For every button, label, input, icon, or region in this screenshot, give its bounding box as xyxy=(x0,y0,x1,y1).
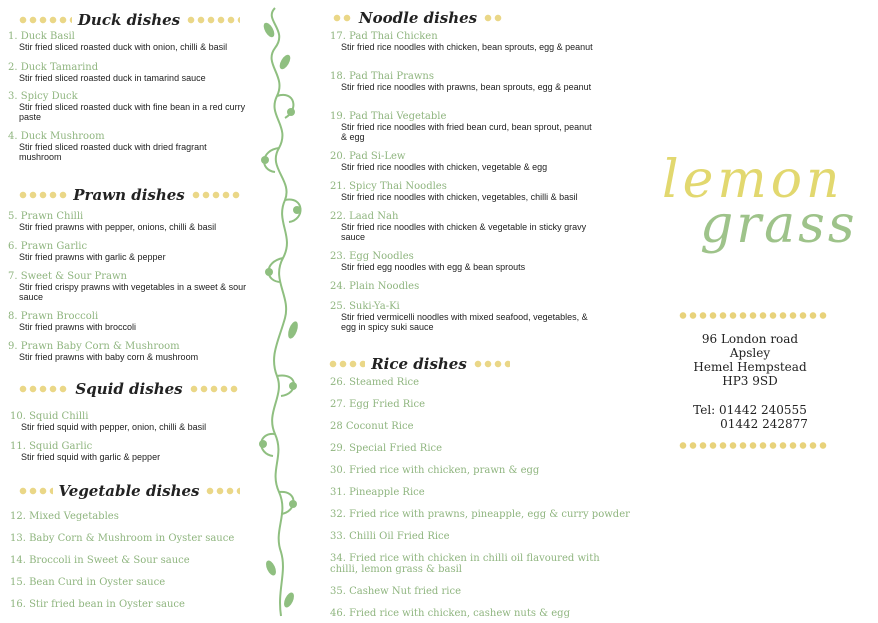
address-area: Apsley xyxy=(729,346,771,360)
item-name: 15. Bean Curd in Oyster sauce xyxy=(10,577,166,588)
menu-item xyxy=(330,281,419,292)
menu-item xyxy=(10,577,165,588)
menu-item xyxy=(330,377,419,388)
item-name: 8. Prawn Broccoli xyxy=(8,311,99,322)
flourish-decoration xyxy=(205,487,240,495)
item-description: Stir fried vermicelli noodles with mixed seafood, vegetables, & egg in spicy suki sauce xyxy=(341,312,588,332)
flourish-decoration xyxy=(678,311,828,320)
item-name: 7. Sweet & Sour Prawn xyxy=(8,271,127,282)
flourish-decoration xyxy=(332,14,353,22)
item-name: 10. Squid Chilli xyxy=(10,411,89,422)
menu-item xyxy=(330,71,600,92)
item-name: 29. Special Fried Rice xyxy=(330,443,443,454)
address-street: 96 London road xyxy=(701,332,799,346)
section-title: Squid dishes xyxy=(75,380,183,398)
menu-item xyxy=(10,511,119,522)
address-postcode: HP3 9SD xyxy=(722,374,778,388)
item-description: Stir fried prawns with broccoli xyxy=(19,322,137,332)
menu-item xyxy=(330,151,610,172)
menu-item xyxy=(330,211,600,242)
menu-item xyxy=(10,599,185,610)
item-description: Stir fried rice noodles with fried bean curd, bean sprout, peanut & egg xyxy=(341,122,592,142)
flourish-decoration xyxy=(678,441,828,450)
item-description: Stir fried rice noodles with chicken, bean sprouts, egg & peanut xyxy=(341,42,593,52)
menu-item xyxy=(8,211,216,232)
item-description: Stir fried sliced roasted duck in tamarind sauce xyxy=(19,73,206,83)
menu-item xyxy=(330,421,414,432)
menu-item xyxy=(10,411,206,432)
item-name: 3. Spicy Duck xyxy=(8,91,78,102)
item-name: 35. Cashew Nut fried rice xyxy=(330,586,461,597)
menu-item xyxy=(330,531,450,542)
item-name: 25. Suki-Ya-Ki xyxy=(330,301,400,312)
menu-item xyxy=(330,443,442,454)
menu-item xyxy=(330,251,610,272)
item-name: 32. Fried rice with prawns, pineapple, egg & curry powder xyxy=(330,509,630,520)
item-description: Stir fried prawns with garlic & pepper xyxy=(19,252,166,262)
item-name: 12. Mixed Vegetables xyxy=(10,511,119,522)
section-heading-rice xyxy=(324,354,514,374)
item-description: Stir fried prawns with pepper, onions, chilli & basil xyxy=(19,222,217,232)
phone-2: 01442 242877 xyxy=(720,417,808,431)
menu-item xyxy=(330,111,600,142)
flourish-decoration xyxy=(483,14,504,22)
menu-item xyxy=(8,91,253,122)
menu-item xyxy=(330,487,425,498)
item-name: 33. Chilli Oil Fried Rice xyxy=(330,531,450,542)
flourish-decoration xyxy=(18,16,72,24)
item-name: 1. Duck Basil xyxy=(8,31,75,42)
section-heading-vegetable xyxy=(14,481,244,501)
section-title: Duck dishes xyxy=(77,11,181,29)
menu-item xyxy=(330,509,630,520)
item-description: Stir fried rice noodles with chicken, vegetables, chilli & basil xyxy=(341,192,578,202)
item-name: 30. Fried rice with chicken, prawn & egg xyxy=(330,465,540,476)
menu-item xyxy=(330,31,600,52)
menu-item xyxy=(10,533,234,544)
flourish-decoration xyxy=(18,191,67,199)
item-description: Stir fried sliced roasted duck with fine bean in a red curry paste xyxy=(19,102,246,122)
item-name: 46. Fried rice with chicken, cashew nuts & egg xyxy=(330,608,570,619)
brand-lemon: lemon xyxy=(662,150,844,210)
item-name: 9. Prawn Baby Corn & Mushroom xyxy=(8,341,180,352)
item-description: Stir fried rice noodles with prawns, bean sprouts, egg & peanut xyxy=(341,82,592,92)
flourish-decoration xyxy=(18,385,69,393)
item-description: Stir fried sliced roasted duck with dried fragrant mushroom xyxy=(19,142,207,162)
vine-ornament-icon xyxy=(255,0,315,623)
flourish-decoration xyxy=(18,487,53,495)
item-name: 6. Prawn Garlic xyxy=(8,241,88,252)
item-name: 24. Plain Noodles xyxy=(330,281,420,292)
menu-item xyxy=(10,555,190,566)
menu-item xyxy=(10,441,160,462)
item-name: 17. Pad Thai Chicken xyxy=(330,31,438,42)
section-title: Vegetable dishes xyxy=(58,482,200,500)
item-description: Stir fried rice noodles with chicken, vegetable & egg xyxy=(341,162,548,172)
section-heading-noodle xyxy=(328,8,508,28)
item-name: 22. Laad Nah xyxy=(330,211,399,222)
address-town: Hemel Hempstead xyxy=(693,360,807,374)
flourish-decoration xyxy=(473,360,510,368)
flourish-decoration xyxy=(328,360,365,368)
flourish-decoration xyxy=(186,16,240,24)
item-name: 5. Prawn Chilli xyxy=(8,211,84,222)
section-heading-duck xyxy=(14,10,244,30)
menu-item xyxy=(330,181,625,202)
item-name: 2. Duck Tamarind xyxy=(8,62,99,73)
item-name: 26. Steamed Rice xyxy=(330,377,420,388)
item-name: 16. Stir fried bean in Oyster sauce xyxy=(10,599,185,610)
item-name: 28 Coconut Rice xyxy=(330,421,414,432)
item-description: Stir fried egg noodles with egg & bean sprouts xyxy=(341,262,526,272)
section-title: Noodle dishes xyxy=(358,9,478,27)
brand-grass: grass xyxy=(700,195,858,255)
menu-item xyxy=(8,311,136,332)
item-name: 11. Squid Garlic xyxy=(10,441,93,452)
menu-item xyxy=(8,31,227,52)
menu-item xyxy=(330,301,600,332)
menu-item xyxy=(8,62,206,83)
section-heading-squid xyxy=(14,379,244,399)
item-name: 14. Broccoli in Sweet & Sour sauce xyxy=(10,555,190,566)
section-title: Rice dishes xyxy=(371,355,467,373)
flourish-decoration xyxy=(189,385,240,393)
phone-1: Tel: 01442 240555 xyxy=(693,403,807,417)
menu-item xyxy=(8,341,198,362)
menu-item xyxy=(330,399,425,410)
menu-item xyxy=(330,465,539,476)
section-heading-prawn xyxy=(14,185,244,205)
menu-item xyxy=(330,553,605,575)
item-description: Stir fried crispy prawns with vegetables in a sweet & sour sauce xyxy=(19,282,247,302)
menu-item xyxy=(330,608,570,619)
item-name: 34. Fried rice with chicken in chilli oil flavoured with chilli, lemon grass & basil xyxy=(330,553,600,575)
item-name: 18. Pad Thai Prawns xyxy=(330,71,434,82)
item-description: Stir fried squid with garlic & pepper xyxy=(21,452,161,462)
flourish-decoration xyxy=(191,191,240,199)
item-description: Stir fried prawns with baby corn & mushroom xyxy=(19,352,199,362)
section-title: Prawn dishes xyxy=(73,186,185,204)
item-description: Stir fried rice noodles with chicken & vegetable in sticky gravy sauce xyxy=(341,222,587,242)
item-name: 20. Pad Si-Lew xyxy=(330,151,406,162)
menu-item xyxy=(330,586,461,597)
item-name: 23. Egg Noodles xyxy=(330,251,414,262)
item-name: 13. Baby Corn & Mushroom in Oyster sauce xyxy=(10,533,235,544)
item-description: Stir fried sliced roasted duck with onion, chilli & basil xyxy=(19,42,228,52)
item-name: 27. Egg Fried Rice xyxy=(330,399,426,410)
menu-item xyxy=(8,131,240,162)
item-name: 4. Duck Mushroom xyxy=(8,131,105,142)
menu-item xyxy=(8,241,166,262)
menu-item xyxy=(8,271,253,302)
item-name: 31. Pineapple Rice xyxy=(330,487,425,498)
item-name: 19. Pad Thai Vegetable xyxy=(330,111,447,122)
item-description: Stir fried squid with pepper, onion, chilli & basil xyxy=(21,422,207,432)
item-name: 21. Spicy Thai Noodles xyxy=(330,181,447,192)
